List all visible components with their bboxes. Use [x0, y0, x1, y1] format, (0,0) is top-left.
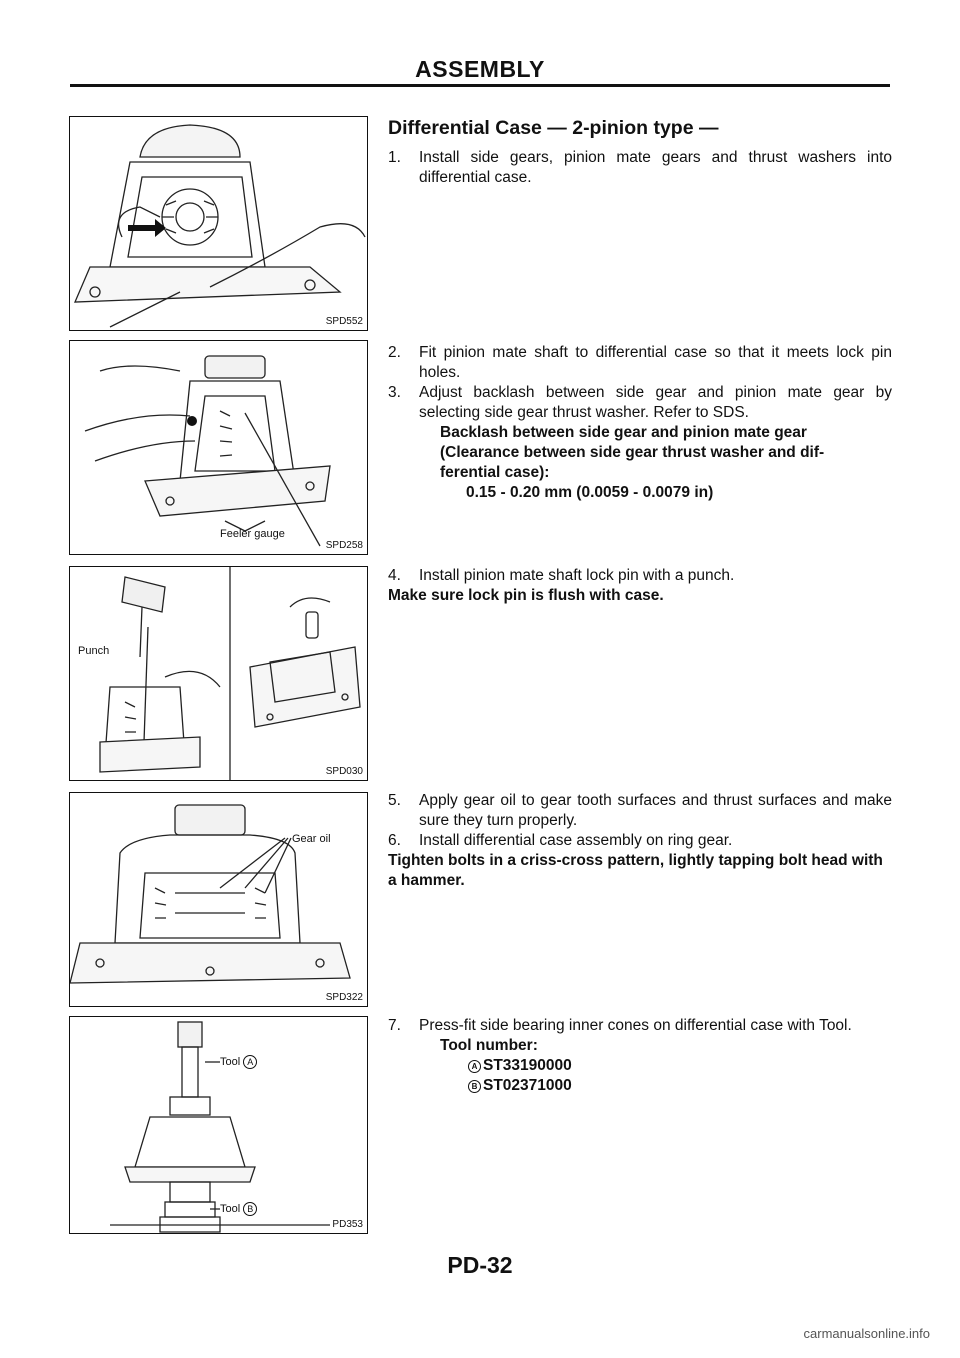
figure-spd030: [69, 566, 368, 781]
step-3: 3. Adjust backlash between side gear and pinion mate gear by selecting side gear thrust washer. Refer to SDS.: [388, 384, 892, 421]
page-number: PD-32: [447, 1252, 513, 1278]
marker-a-icon: A: [243, 1055, 257, 1069]
header-rule: [70, 84, 890, 87]
marker-b-icon: B: [243, 1202, 257, 1216]
step-4: 4. Install pinion mate shaft lock pin with a punch.: [388, 567, 735, 584]
figure-code: SPD258: [325, 540, 363, 551]
figure-code: SPD322: [325, 992, 363, 1003]
page-header-title: ASSEMBLY: [415, 56, 545, 82]
backlash-spec-clearance: (Clearance between side gear thrust washer and dif-: [440, 444, 825, 461]
step-6: 6. Install differential case assembly on ring gear.: [388, 832, 733, 849]
step-4-note: Make sure lock pin is flush with case.: [388, 587, 664, 604]
punch-illustration: [70, 567, 367, 780]
tool-a-number: A ST33190000: [388, 1056, 892, 1076]
step-5: 5. Apply gear oil to gear tooth surfaces and thrust surfaces and make sure they turn properly.: [388, 792, 892, 829]
backlash-spec-title: Backlash between side gear and pinion mate gear: [440, 424, 807, 441]
tool-b-label: Tool B: [220, 1202, 257, 1216]
footer-url[interactable]: carmanualsonline.info: [803, 1326, 930, 1341]
step-1: 1. Install side gears, pinion mate gears and thrust washers into differential case.: [388, 149, 892, 186]
gear-oil-label: Gear oil: [292, 833, 331, 845]
figure-code: SPD030: [325, 766, 363, 777]
backlash-spec-value: 0.15 - 0.20 mm (0.0059 - 0.0079 in): [466, 484, 714, 501]
figure-code: SPD552: [325, 316, 363, 327]
text-block-5: [388, 1016, 892, 1096]
press-fit-tool-illustration: [70, 1017, 367, 1233]
step-2: 2. Fit pinion mate shaft to differential case so that it meets lock pin holes.: [388, 344, 892, 381]
text-block-1: [388, 116, 892, 188]
differential-case-illustration: [70, 117, 367, 330]
text-block-2: [388, 343, 892, 503]
figure-spd322: [69, 792, 368, 1007]
marker-a-icon: A: [468, 1060, 481, 1073]
figure-pd353: [69, 1016, 368, 1234]
marker-b-icon: B: [468, 1080, 481, 1093]
text-block-3: [388, 566, 892, 606]
figure-code: PD353: [332, 1219, 363, 1230]
gear-oil-illustration: [70, 793, 367, 1006]
step-6-note: Tighten bolts in a criss-cross pattern, lightly tapping bolt head with a hammer.: [388, 852, 883, 889]
backlash-spec-clearance-cont: ferential case):: [440, 464, 550, 481]
figure-spd258: [69, 340, 368, 555]
text-block-4: [388, 791, 892, 891]
feeler-gauge-label: Feeler gauge: [220, 528, 285, 540]
feeler-gauge-illustration: [70, 341, 367, 554]
tool-a-label: Tool A: [220, 1055, 257, 1069]
figure-spd552: [69, 116, 368, 331]
tool-number-title: Tool number:: [440, 1037, 538, 1054]
punch-label: Punch: [78, 645, 110, 657]
section-title: Differential Case — 2-pinion type —: [388, 117, 719, 139]
step-7: 7. Press-fit side bearing inner cones on differential case with Tool.: [388, 1017, 852, 1034]
tool-b-number: B ST02371000: [388, 1076, 892, 1096]
